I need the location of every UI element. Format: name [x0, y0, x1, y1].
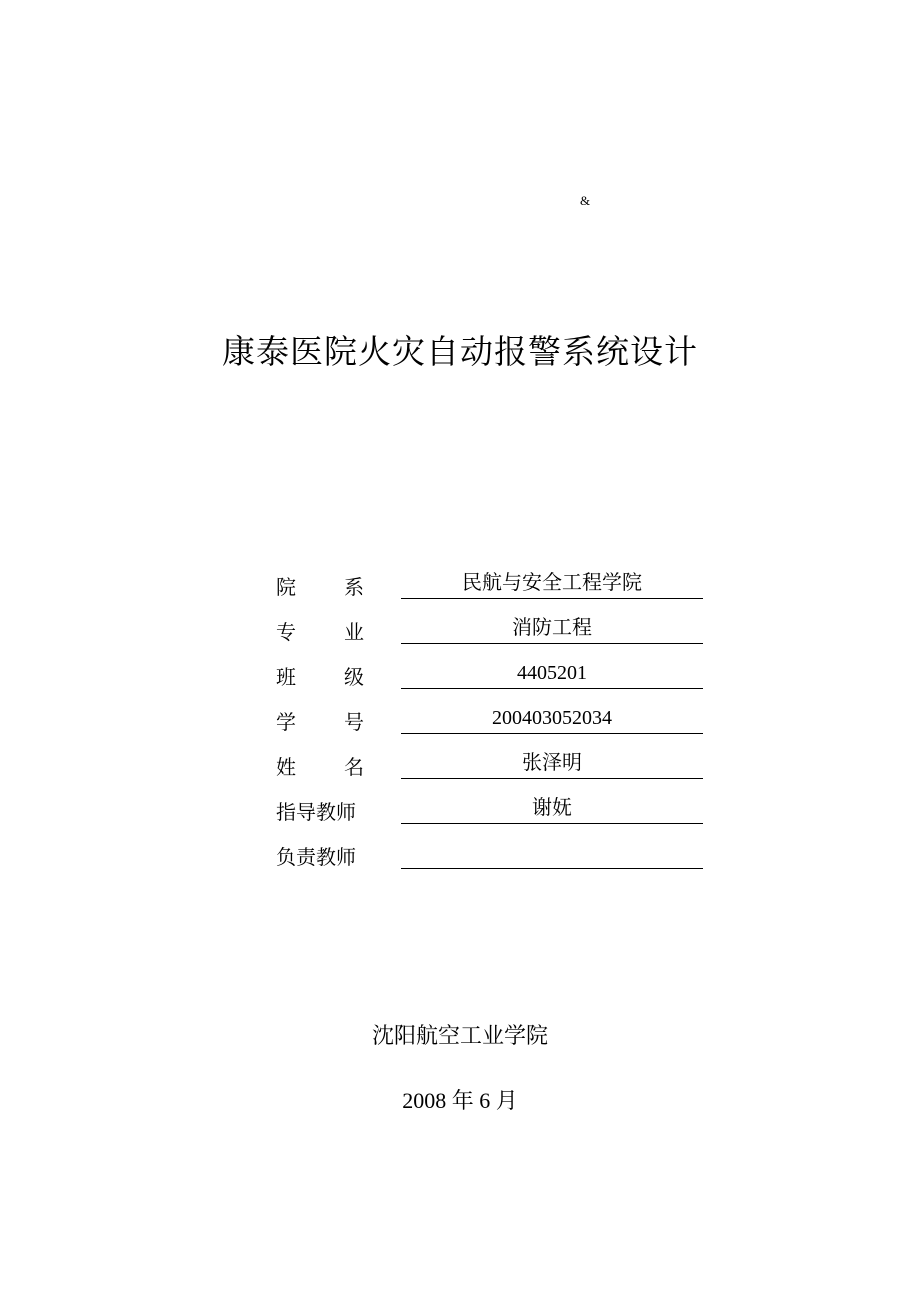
info-row-student-id [276, 689, 706, 734]
label-char: 号 [344, 709, 364, 734]
field-value: 4405201 [401, 659, 703, 689]
field-value [401, 839, 703, 869]
ampersand-mark: & [580, 193, 591, 208]
label-char: 院 [276, 574, 296, 599]
info-row-major [276, 599, 706, 644]
label-char: 名 [344, 754, 364, 779]
field-label [276, 571, 364, 599]
label-char: 级 [344, 664, 364, 689]
label-char: 学 [276, 709, 296, 734]
label-char: 系 [344, 574, 364, 599]
info-row-advisor [276, 779, 706, 824]
field-label: 负责教师 [276, 844, 356, 869]
field-value: 消防工程 [401, 614, 703, 644]
field-label [276, 751, 364, 779]
field-value: 张泽明 [401, 749, 703, 779]
info-row-supervisor [276, 824, 706, 869]
field-value: 民航与安全工程学院 [401, 569, 703, 599]
info-table [276, 554, 706, 869]
document-title: 康泰医院火灾自动报警系统设计 [222, 332, 698, 371]
info-row-department [276, 554, 706, 599]
document-date: 2008 年 6 月 [402, 1088, 518, 1113]
field-label [276, 616, 364, 644]
field-label [276, 706, 364, 734]
school-name: 沈阳航空工业学院 [371, 1024, 548, 1049]
label-char: 班 [276, 664, 296, 689]
label-char: 专 [276, 619, 296, 644]
label-char: 业 [344, 619, 364, 644]
info-row-name [276, 734, 706, 779]
field-value: 200403052034 [401, 704, 703, 734]
field-label: 指导教师 [276, 799, 356, 824]
info-row-class [276, 644, 706, 689]
field-label [276, 661, 364, 689]
label-char: 姓 [276, 754, 296, 779]
field-value: 谢妩 [401, 794, 703, 824]
